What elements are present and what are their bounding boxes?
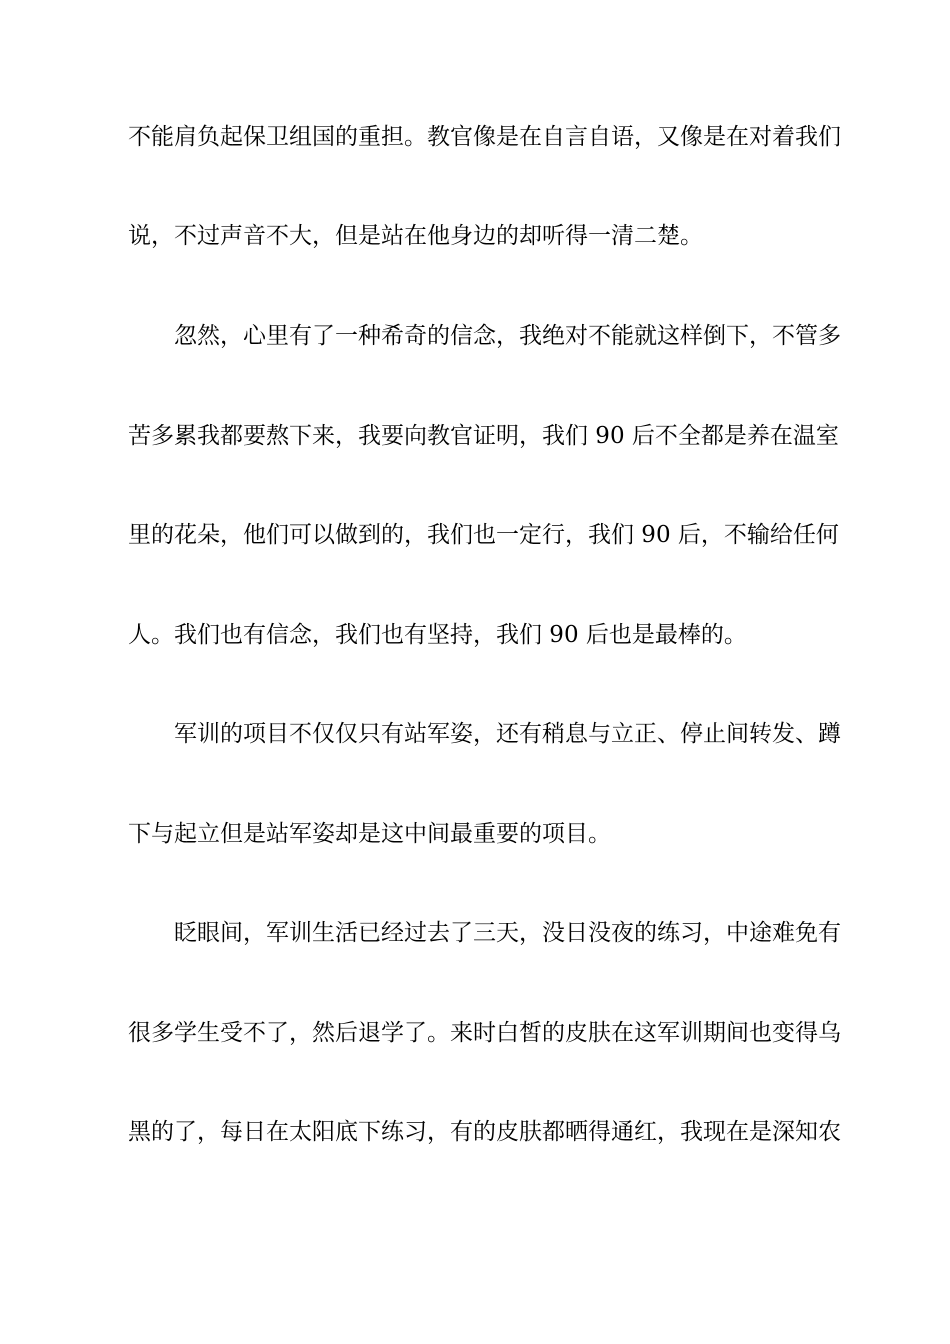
text-line: 忽然，心里有了一种希奇的信念，我绝对不能就这样倒下，不管多 [174,323,841,349]
text-line: 军训的项目不仅仅只有站军姿，还有稍息与立正、停止间转发、蹲 [174,721,841,747]
text-line: 里的花朵，他们可以做到的，我们也一定行，我们 90 后，不输给任何 [128,522,839,548]
text-line: 眨眼间，军训生活已经过去了三天，没日没夜的练习，中途难免有 [174,920,841,946]
text-line: 苦多累我都要熬下来，我要向教官证明，我们 90 后不全都是养在温室 [128,423,839,449]
text-line: 很多学生受不了，然后退学了。来时白皙的皮肤在这军训期间也变得乌 [128,1020,841,1046]
text-line: 说，不过声音不大，但是站在他身边的却听得一清二楚。 [128,223,703,249]
text-line: 黑的了，每日在太阳底下练习，有的皮肤都晒得通红，我现在是深知农 [128,1119,841,1145]
text-line: 下与起立但是站军姿却是这中间最重要的项目。 [128,821,611,847]
text-line: 不能肩负起保卫组国的重担。教官像是在自言自语，又像是在对着我们 [128,124,841,150]
text-line: 人。我们也有信念，我们也有坚持，我们 90 后也是最棒的。 [128,622,747,648]
